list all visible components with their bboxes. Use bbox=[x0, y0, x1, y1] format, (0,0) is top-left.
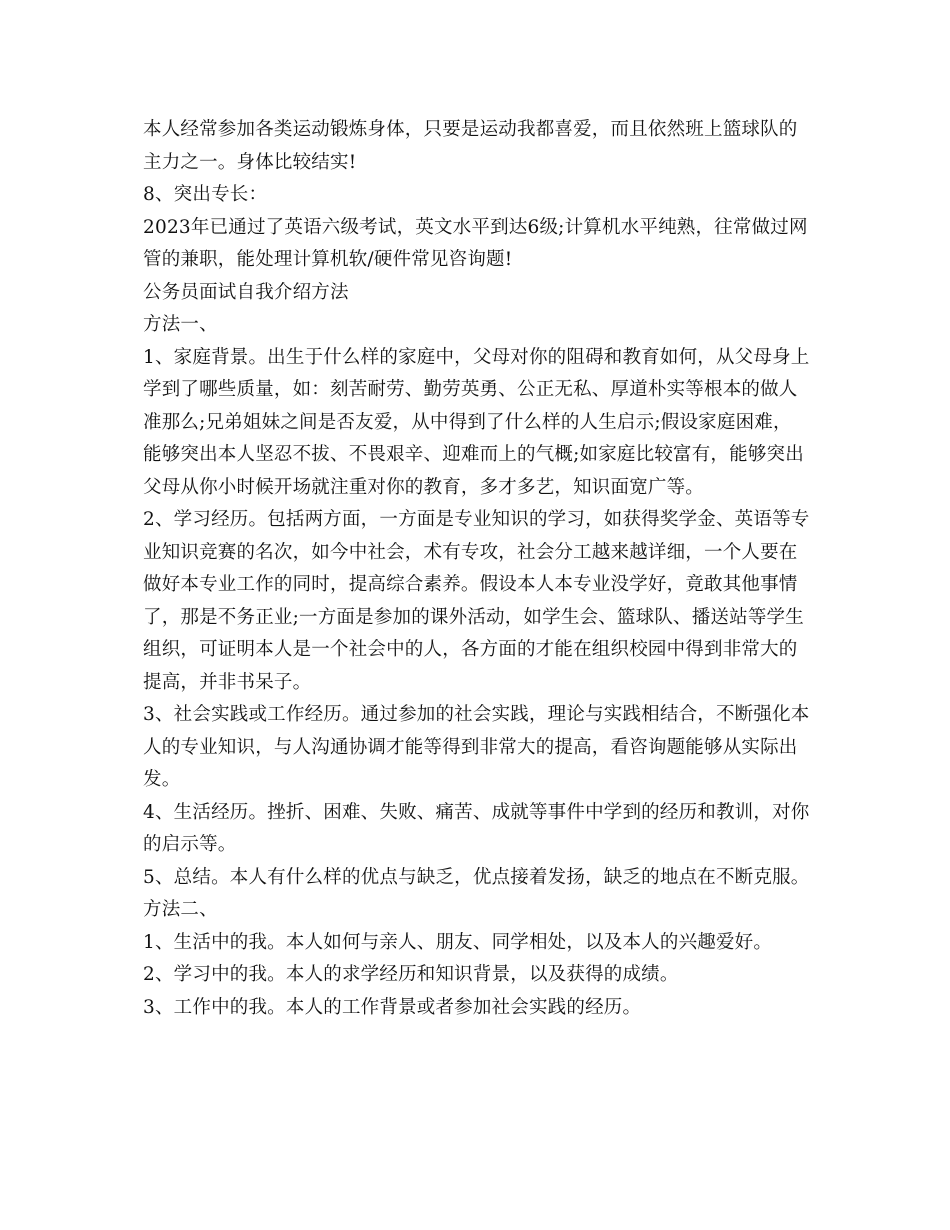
text-line: 4、生活经历。挫折、困难、失败、痛苦、成就等事件中学到的经历和教训，对你 bbox=[143, 801, 810, 823]
text-line: 2、学习经历。包括两方面，一方面是专业知识的学习，如获得奖学金、英语等专 bbox=[143, 509, 810, 530]
text-line: 2、学习中的我。本人的求学经历和知识背景，以及获得的成绩。 bbox=[143, 964, 679, 985]
text-line: 学到了哪些质量，如：刻苦耐劳、勤劳英勇、公正无私、厚道朴实等根本的做人 bbox=[143, 379, 798, 400]
text-line: 3、社会实践或工作经历。通过参加的社会实践，理论与实践相结合，不断强化本 bbox=[143, 704, 810, 725]
text-line: 的启示等。 bbox=[143, 834, 237, 855]
text-line: 发。 bbox=[143, 769, 181, 790]
text-line: 主力之一。身体比较结实! bbox=[143, 151, 357, 173]
text-line: 1、生活中的我。本人如何与亲人、朋友、同学相处，以及本人的兴趣爱好。 bbox=[143, 931, 773, 953]
text-line: 准那么;兄弟姐妹之间是否友爱，从中得到了什么样的人生启示;假设家庭困难， bbox=[143, 411, 792, 433]
document-body bbox=[143, 114, 813, 1024]
text-line: 做好本专业工作的同时，提高综合素养。假设本人本专业没学好，竟敢其他事情 bbox=[143, 574, 798, 595]
text-line: 父母从你小时候开场就注重对你的教育，多才多艺，知识面宽广等。 bbox=[143, 476, 705, 498]
text-line: 人的专业知识，与人沟通协调才能等得到非常大的提高，看咨询题能够从实际出 bbox=[143, 736, 798, 758]
section-heading: 公务员面试自我介绍方法 bbox=[143, 281, 349, 303]
text-line: 能够突出本人坚忍不拔、不畏艰辛、迎难而上的气概;如家庭比较富有，能够突出 bbox=[143, 444, 804, 465]
text-line: 组织，可证明本人是一个社会中的人，各方面的才能在组织校园中得到非常大的 bbox=[143, 639, 798, 660]
text-line: 了，那是不务正业;一方面是参加的课外活动，如学生会、篮球队、播送站等学生 bbox=[143, 606, 804, 628]
method-heading: 方法一、 bbox=[143, 314, 218, 335]
text-line: 本人经常参加各类运动锻炼身体，只要是运动我都喜爱，而且依然班上篮球队的 bbox=[143, 119, 798, 140]
text-line: 管的兼职，能处理计算机软/硬件常见咨询题! bbox=[143, 249, 513, 270]
section-heading: 8、突出专长： bbox=[143, 184, 268, 205]
text-line: 2023年已通过了英语六级考试，英文水平到达6级;计算机水平纯熟，往常做过网 bbox=[143, 216, 808, 238]
text-line: 1、家庭背景。出生于什么样的家庭中，父母对你的阻碍和教育如何，从父母身上 bbox=[143, 346, 810, 368]
text-line: 提高，并非书呆子。 bbox=[143, 671, 312, 693]
text-line: 5、总结。本人有什么样的优点与缺乏，优点接着发扬，缺乏的地点在不断克服。 bbox=[143, 866, 810, 888]
method-heading: 方法二、 bbox=[143, 899, 218, 920]
text-line: 3、工作中的我。本人的工作背景或者参加社会实践的经历。 bbox=[143, 996, 642, 1018]
text-line: 业知识竞赛的名次，如今中社会，术有专攻，社会分工越来越详细，一个人要在 bbox=[143, 541, 798, 563]
